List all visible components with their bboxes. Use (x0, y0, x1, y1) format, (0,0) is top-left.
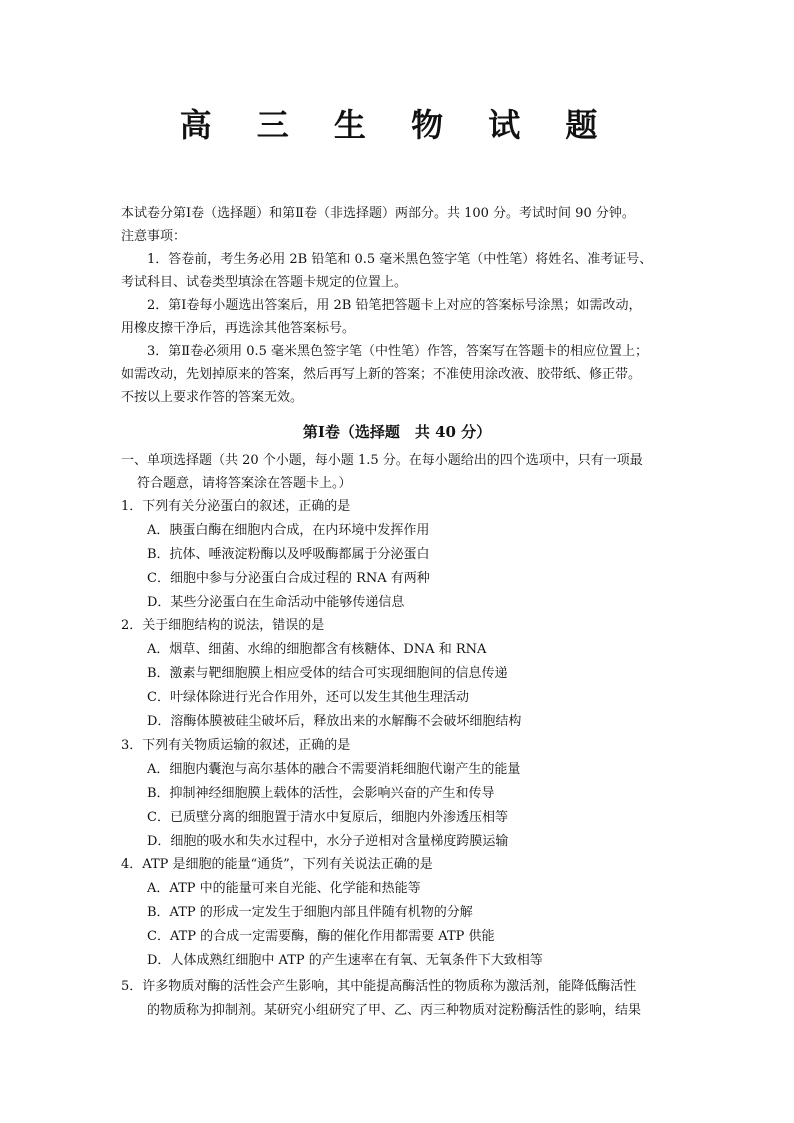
question-5-stem: 5．许多物质对酶的活性会产生影响，其中能提高酶活性的物质称为激活剂，能降低酶活性 (121, 979, 637, 994)
notice-item-3-cont: 如需改动，先划掉原来的答案，然后再写上新的答案；不准使用涂改液、胶带纸、修正带。 (121, 367, 642, 382)
question-2-option-c: C．叶绿体除进行光合作用外，还可以发生其他生理活动 (147, 690, 469, 705)
question-1-option-a: A．胰蛋白酶在细胞内合成，在内环境中发挥作用 (147, 523, 430, 538)
question-2-option-b: B．激素与靶细胞膜上相应受体的结合可实现细胞间的信息传递 (147, 666, 508, 681)
question-1-stem: 1．下列有关分泌蛋白的叙述，正确的是 (121, 499, 351, 514)
question-2-option-d: D．溶酶体膜被硅尘破坏后，释放出来的水解酶不会破坏细胞结构 (147, 714, 522, 729)
question-4-option-d: D．人体成熟红细胞中 ATP 的产生速率在有氧、无氧条件下大致相等 (147, 953, 543, 968)
notice-item-3-cont2: 不按以上要求作答的答案无效。 (121, 390, 304, 405)
notice-item-2-cont: 用橡皮擦干净后，再选涂其他答案标号。 (121, 321, 356, 336)
question-4-option-a: A．ATP 中的能量可来自光能、化学能和热能等 (147, 881, 421, 896)
intro-text: 本试卷分第Ⅰ卷（选择题）和第Ⅱ卷（非选择题）两部分。共 100 分。考试时间 90 分钟。 (121, 206, 635, 221)
question-5-stem-cont: 的物质称为抑制剂。某研究小组研究了甲、乙、丙三种物质对淀粉酶活性的影响，结果 (147, 1003, 642, 1018)
notice-item-2: 2．第Ⅰ卷每小题选出答案后，用 2B 铅笔把答题卡上对应的答案标号涂黑；如需改动， (147, 298, 642, 313)
question-1-option-b: B．抗体、唾液淀粉酶以及呼吸酶都属于分泌蛋白 (147, 547, 430, 562)
section-title: 第Ⅰ卷（选择题 共 40 分） (302, 423, 492, 441)
question-1-option-d: D．某些分泌蛋白在生命活动中能够传递信息 (147, 595, 405, 610)
part-heading-cont: 符合题意，请将答案涂在答题卡上。） (137, 476, 352, 491)
question-3-option-a: A．细胞内囊泡与高尔基体的融合不需要消耗细胞代谢产生的能量 (147, 762, 521, 777)
notice-item-1: 1．答卷前，考生务必用 2B 铅笔和 0.5 毫米黑色签字笔（中性笔）将姓名、准考证号、 (147, 252, 653, 267)
exam-title: 高 三 生 物 试 题 (179, 106, 615, 144)
question-3-option-d: D．细胞的吸水和失水过程中，水分子逆相对含量梯度跨膜运输 (147, 834, 509, 849)
notice-item-1-cont: 考试科目、试卷类型填涂在答题卡规定的位置上。 (121, 275, 408, 290)
notice-heading: 注意事项： (121, 229, 187, 244)
question-3-stem: 3．下列有关物质运输的叙述，正确的是 (121, 738, 351, 753)
question-1-option-c: C．细胞中参与分泌蛋白合成过程的 RNA 有两种 (147, 571, 430, 586)
notice-item-3: 3．第Ⅱ卷必须用 0.5 毫米黑色签字笔（中性笔）作答，答案写在答题卡的相应位置上； (147, 344, 649, 359)
question-2-stem: 2．关于细胞结构的说法，错误的是 (121, 618, 325, 633)
question-2-option-a: A．烟草、细菌、水绵的细胞都含有核糖体、DNA 和 RNA (147, 642, 487, 657)
question-4-option-b: B．ATP 的形成一定发生于细胞内部且伴随有机物的分解 (147, 905, 473, 920)
question-4-stem: 4．ATP 是细胞的能量“通货”，下列有关说法正确的是 (121, 857, 433, 872)
question-3-option-c: C．已质壁分离的细胞置于清水中复原后，细胞内外渗透压相等 (147, 810, 508, 825)
question-4-option-c: C．ATP 的合成一定需要酶，酶的催化作用都需要 ATP 供能 (147, 929, 495, 944)
question-3-option-b: B．抑制神经细胞膜上载体的活性，会影响兴奋的产生和传导 (147, 786, 495, 801)
part-heading: 一、单项选择题（共 20 个小题，每小题 1.5 分。在每小题给出的四个选项中，只有一项最 (121, 453, 643, 468)
